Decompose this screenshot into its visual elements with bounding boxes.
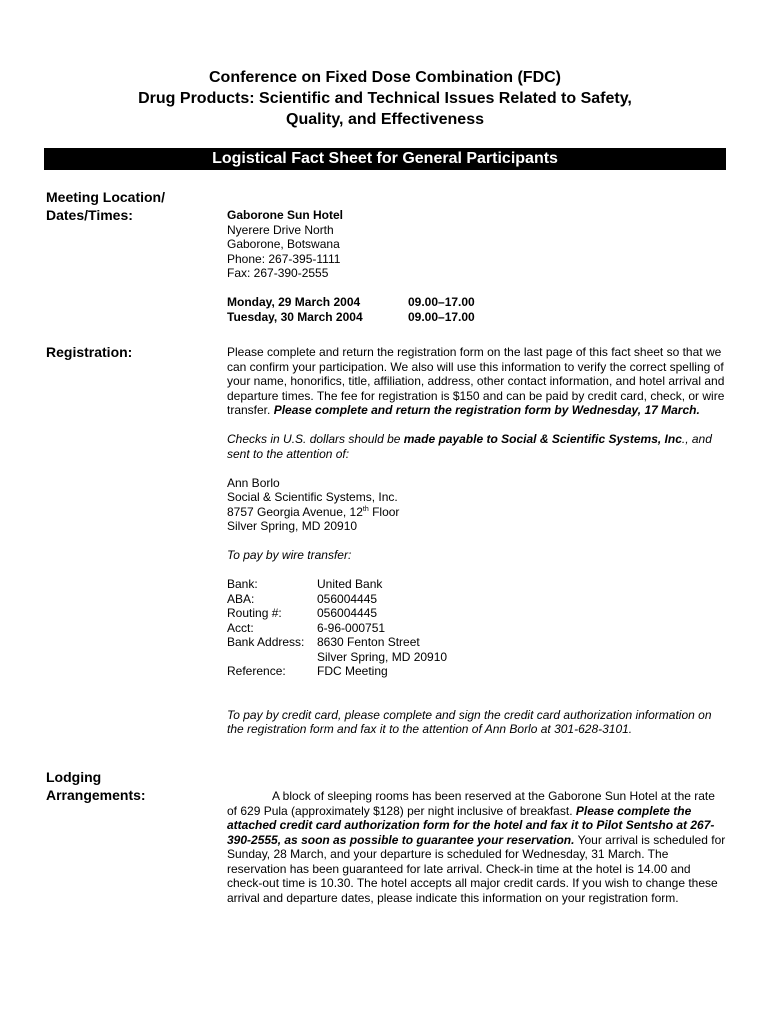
contact-org: Social & Scientific Systems, Inc.	[227, 490, 398, 504]
wire-row	[227, 635, 727, 650]
wire-value: United Bank	[317, 577, 383, 591]
checks-payee: made payable to Social & Scientific Systems, Inc	[403, 432, 682, 446]
registration-paragraph: Please complete and return the registration form on the last page of this fact sheet so that we can confirm your participation. We also will use this information to verify the correct spelling of your name, honorifics, title, affiliation, address, other contact information, and hotel arrival and departure times. The fee for registration is $150 and can be paid by credit card, check, or wire transfer. Please complete and return the registration form by Wednesday, 17 March.	[227, 345, 725, 417]
venue-name: Gaborone Sun Hotel	[227, 208, 344, 222]
wire-value: Silver Spring, MD 20910	[317, 649, 448, 664]
venue-address-1: Nyerere Drive North	[227, 222, 334, 237]
date-time: 09.00–17.00	[408, 295, 475, 309]
wire-value: 8630 Fenton Street	[317, 635, 420, 649]
date-day: Tuesday, 30 March 2004	[227, 309, 363, 324]
credit-card-paragraph: To pay by credit card, please complete and sign the credit card authorization information on the registration form and fax it to the attention of Ann Borlo at 301-628-3101.	[227, 707, 712, 736]
registration-details	[227, 345, 727, 737]
venue-phone: Phone: 267-395-1111	[227, 251, 341, 266]
wire-value: 056004445	[317, 606, 378, 620]
wire-transfer-table	[227, 577, 727, 679]
date-time: 09.00–17.00	[408, 309, 475, 324]
wire-value: 6-96-000751	[317, 620, 386, 635]
wire-value: 056004445	[317, 591, 378, 606]
registration-label: Registration:	[46, 344, 133, 360]
meeting-label-line-1: Meeting Location/	[46, 189, 165, 205]
wire-value: FDC Meeting	[317, 664, 388, 678]
date-day: Monday, 29 March 2004	[227, 295, 361, 309]
lodging-paragraph: A block of sleeping rooms has been reserved at the Gaborone Sun Hotel at the rate of 629 Pula (approximately $128) per night inclusive of breakfast. Please complete the attached credit card authorization form for the hotel and fax it to Pilot Sentsho at 267-390-2555, as soon as possible to guarantee your reservation. Your arrival is scheduled for Sunday, 28 March, and your departure is scheduled for Wednesday, 31 March. The reservation has been guaranteed for late arrival. Check-in time at the hotel is 14.00 and check-out time is 10.30. The hotel accepts all major credit cards. If you wish to change these arrival and departure dates, please indicate this information on your registration form.	[227, 789, 726, 905]
wire-key: Bank:	[227, 577, 258, 591]
wire-key: Reference:	[227, 664, 286, 678]
contact-street: 8757 Georgia Avenue, 12th Floor	[227, 504, 400, 519]
wire-key	[227, 650, 317, 665]
date-row-2	[227, 310, 727, 325]
wire-key: Bank Address:	[227, 635, 305, 649]
section-banner: Logistical Fact Sheet for General Participants	[44, 148, 726, 170]
meeting-label-line-2: Dates/Times:	[46, 207, 133, 223]
venue-fax: Fax: 267-390-2555	[227, 266, 329, 280]
wire-key: ABA:	[227, 591, 255, 606]
wire-key: Routing #:	[227, 606, 282, 620]
contact-city: Silver Spring, MD 20910	[227, 519, 358, 533]
lodging-label-line-2: Arrangements:	[46, 787, 146, 803]
date-row-1	[227, 295, 727, 310]
lodging-instructions: Please complete the attached credit card authorization form for the hotel and fax it to Pilot Sentsho at 267-390-2555, as soon as possible to guarantee your reservation.	[227, 803, 715, 847]
registration-deadline: Please complete and return the registration form by Wednesday, 17 March.	[273, 403, 700, 417]
venue-address-2: Gaborone, Botswana	[227, 237, 340, 251]
wire-key: Acct:	[227, 620, 254, 635]
wire-row	[227, 606, 727, 621]
wire-row	[227, 621, 727, 636]
wire-row	[227, 577, 727, 592]
contact-name: Ann Borlo	[227, 475, 280, 490]
document-title-line-1: Conference on Fixed Dose Combination (FDC)	[208, 69, 561, 86]
document-title-line-2: Drug Products: Scientific and Technical Issues Related to Safety,	[138, 90, 632, 107]
meeting-details	[227, 208, 727, 324]
checks-paragraph: Checks in U.S. dollars should be made payable to Social & Scientific Systems, Inc., and sent to the attention of:	[227, 432, 712, 461]
wire-heading: To pay by wire transfer:	[227, 548, 352, 562]
wire-row	[227, 664, 727, 679]
document-title-line-3: Quality, and Effectiveness	[286, 111, 484, 128]
lodging-details	[227, 789, 727, 905]
lodging-label-line-1: Lodging	[46, 769, 102, 785]
wire-row	[227, 592, 727, 607]
wire-row	[227, 650, 727, 665]
